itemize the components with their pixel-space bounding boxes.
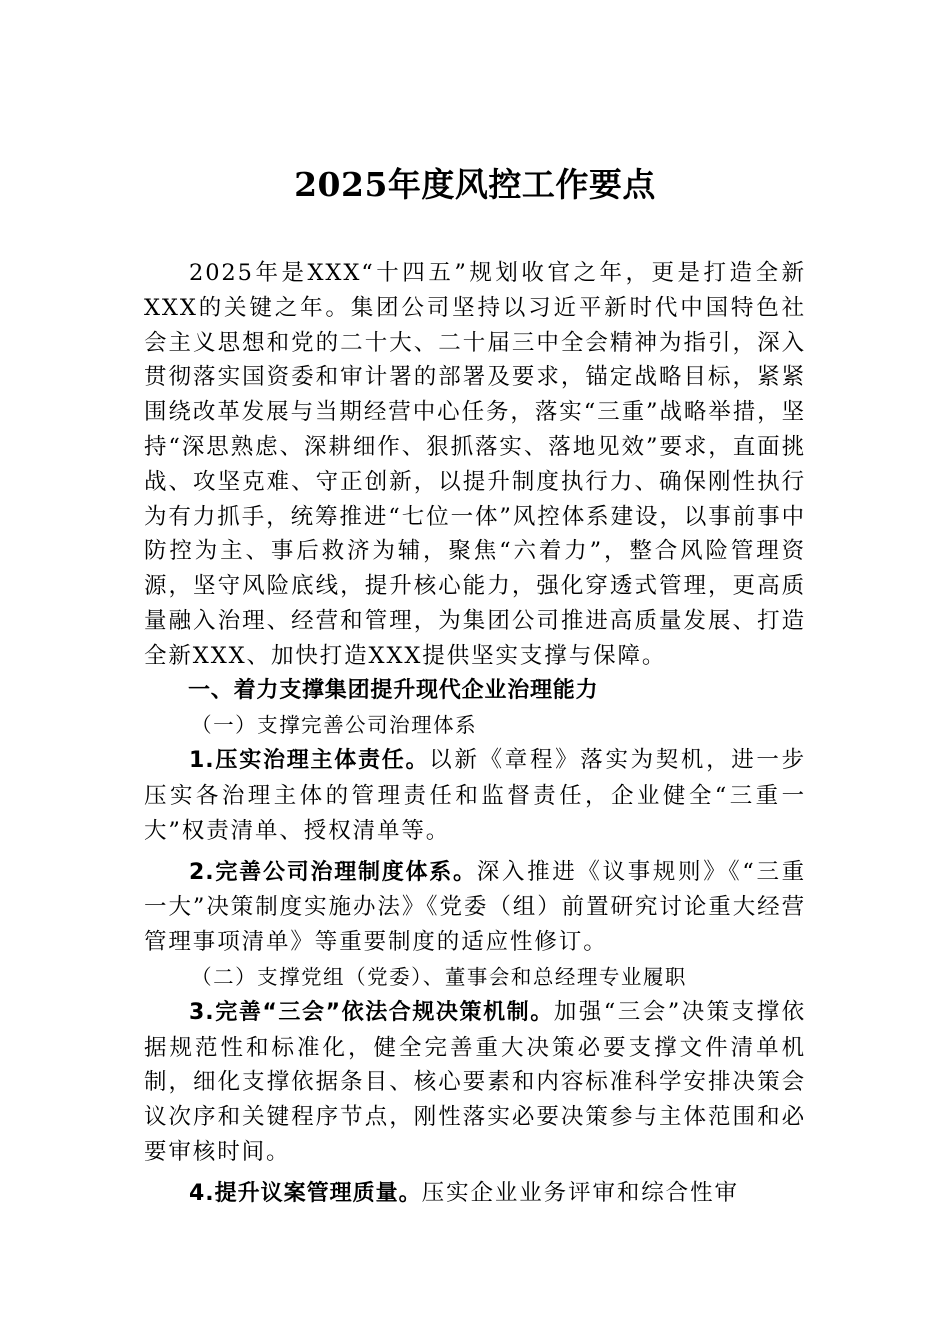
item-4 — [144, 1176, 806, 1212]
document-body — [144, 256, 806, 1212]
item-4-text: 压实企业业务评审和综合性审 — [421, 1179, 739, 1206]
subsection-heading-2: （二）支撑党组（党委）、董事会和总经理专业履职 — [191, 964, 687, 989]
document-title: 2025年度风控工作要点 — [294, 165, 656, 204]
subsection-heading-1: （一）支撑完善公司治理体系 — [191, 713, 478, 738]
item-3 — [144, 995, 806, 1170]
item-1 — [144, 743, 806, 848]
item-3-text: 加强“三会”决策支撑依据规范性和标准化，健全完善重大决策必要支撑文件清单机制，细化支撑依据条目、核心要素和内容标准科学安排决策会议次序和关键程序节点，刚性落实必要决策参与主体范围和必要审核时间。 — [144, 998, 807, 1165]
item-2 — [144, 855, 806, 960]
section-heading-1: 一、着力支撑集团提升现代企业治理能力 — [188, 677, 599, 703]
item-3-lead: 3.完善“三会”依法合规决策机制。 — [189, 999, 554, 1025]
intro-paragraph: 2025年是XXX“十四五”规划收官之年，更是打造全新XXX的关键之年。集团公司坚持以习近平新时代中国特色社会主义思想和党的二十大、二十届三中全会精神为指引，深入贯彻落实国资委和审计署的部署及要求，锚定战略目标，紧紧围绕改革发展与当期经营中心任务，落实“三重”战略举措，坚持“深思熟虑、深耕细作、狠抓落实、落地见效”要求，直面挑战、攻坚克难、守正创新，以提升制度执行力、确保刚性执行为有力抓手，统筹推进“七位一体”风控体系建设，以事前事中防控为主、事后救济为辅，聚焦“六着力”，整合风险管理资源，坚守风险底线，提升核心能力，强化穿透式管理，更高质量融入治理、经营和管理，为集团公司推进高质量发展、打造全新XXX、加快打造XXX提供坚实支撑与保障。 — [144, 260, 806, 669]
item-1-text: 以新《章程》落实为契机，进一步压实各治理主体的管理责任和监督责任，企业健全“三重一大”权责清单、授权清单等。 — [144, 747, 806, 844]
item-2-lead: 2.完善公司治理制度体系。 — [189, 859, 477, 885]
item-1-lead: 1.压实治理主体责任。 — [189, 748, 430, 774]
item-4-lead: 4.提升议案管理质量。 — [189, 1180, 422, 1206]
item-2-text: 深入推进《议事规则》《“三重一大”决策制度实施办法》《党委（组）前置研究讨论重大经营管理事项清单》等重要制度的适应性修订。 — [144, 858, 806, 956]
